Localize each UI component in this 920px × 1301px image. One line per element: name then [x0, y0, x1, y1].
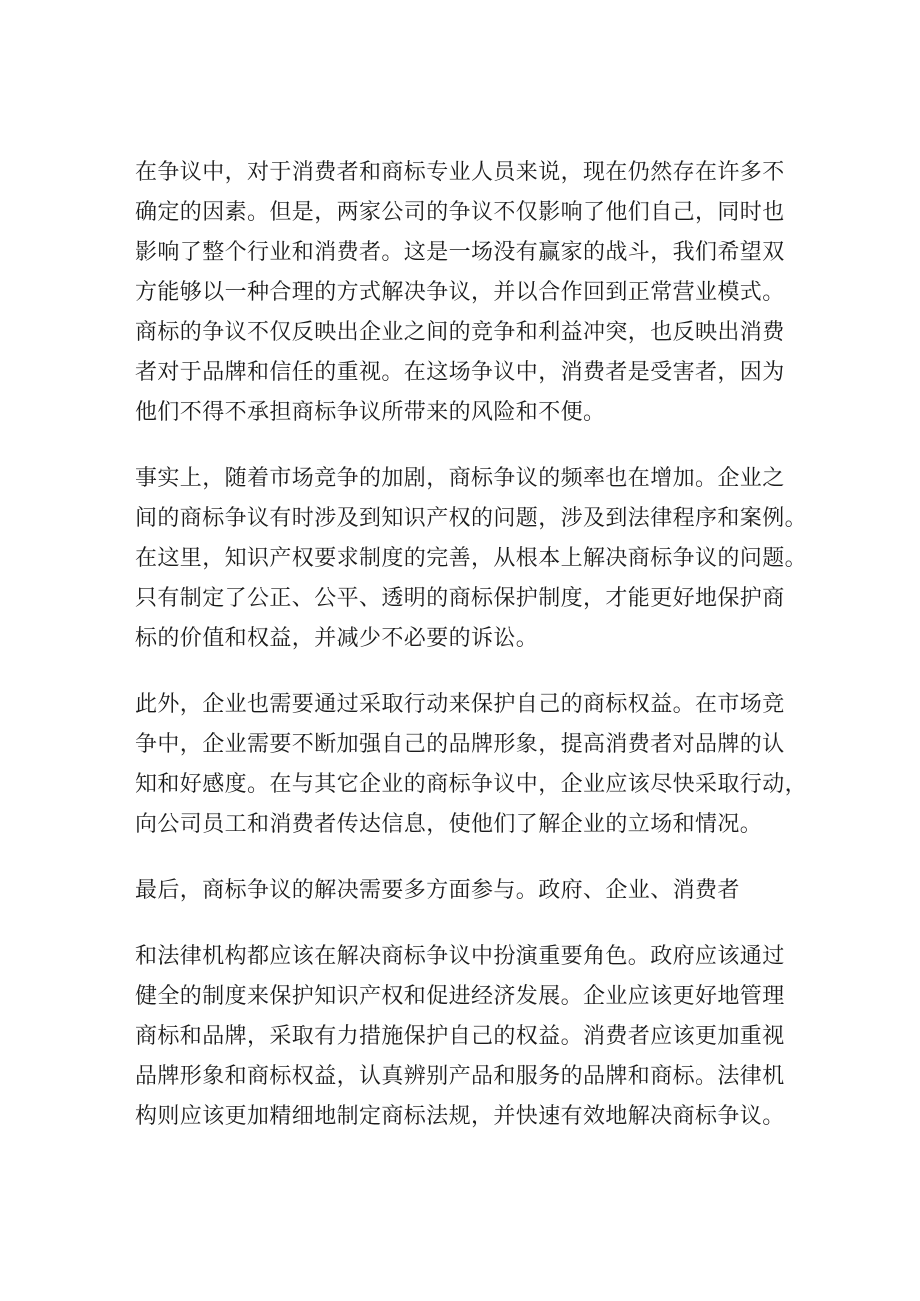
text-line: 品牌形象和商标权益，认真辨别产品和服务的品牌和商标。法律机 [135, 1064, 785, 1089]
text-line: 向公司员工和消费者传达信息，使他们了解企业的立场和情况。 [135, 812, 763, 837]
text-line: 确定的因素。但是，两家公司的争议不仅影响了他们自己，同时也 [135, 200, 785, 225]
text-line: 商标的争议不仅反映出企业之间的竞争和利益冲突，也反映出消费 [135, 320, 785, 345]
text-line: 影响了整个行业和消费者。这是一场没有赢家的战斗，我们希望双 [135, 240, 785, 265]
text-line: 知和好感度。在与其它企业的商标争议中，企业应该尽快采取行动， [135, 772, 808, 797]
text-line: 只有制定了公正、公平、透明的商标保护制度，才能更好地保护商 [135, 586, 785, 611]
text-line: 此外，企业也需要通过采取行动来保护自己的商标权益。在市场竞 [135, 692, 785, 717]
text-line: 争中，企业需要不断加强自己的品牌形象，提高消费者对品牌的认 [135, 732, 785, 757]
text-line: 他们不得不承担商标争议所带来的风险和不便。 [135, 400, 606, 425]
text-line: 健全的制度来保护知识产权和促进经济发展。企业应该更好地管理 [135, 984, 785, 1009]
text-line: 在这里，知识产权要求制度的完善，从根本上解决商标争议的问题。 [135, 546, 808, 571]
text-line: 商标和品牌，采取有力措施保护自己的权益。消费者应该更加重视 [135, 1024, 785, 1049]
text-line: 和法律机构都应该在解决商标争议中扮演重要角色。政府应该通过 [135, 944, 785, 969]
text-line: 事实上，随着市场竞争的加剧，商标争议的频率也在增加。企业之 [135, 466, 785, 491]
text-line: 在争议中，对于消费者和商标专业人员来说，现在仍然存在许多不 [135, 160, 785, 185]
text-line: 方能够以一种合理的方式解决争议，并以合作回到正常营业模式。 [135, 280, 785, 305]
text-line: 者对于品牌和信任的重视。在这场争议中，消费者是受害者，因为 [135, 360, 785, 385]
text-line: 间的商标争议有时涉及到知识产权的问题，涉及到法律程序和案例。 [135, 506, 808, 531]
text-line: 构则应该更加精细地制定商标法规，并快速有效地解决商标争议。 [135, 1104, 785, 1129]
text-line: 标的价值和权益，并减少不必要的诉讼。 [135, 626, 539, 651]
text-line: 最后，商标争议的解决需要多方面参与。政府、企业、消费者 [135, 878, 740, 903]
